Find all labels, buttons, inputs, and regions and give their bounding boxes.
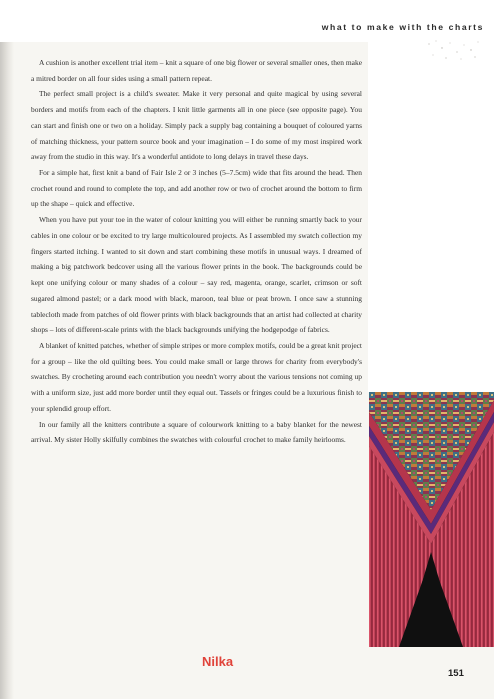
paragraph-simple-hat: For a simple hat, first knit a band of Fair Isle 2 or 3 inches (5–7.5cm) wide that fits around the head. Then crochet round and round to complete the top, and add another row or two of crochet around the bottom to firm up the shape – quick and effective. [31,168,362,209]
running-head: what to make with the charts [321,22,484,32]
page-number: 151 [448,668,464,679]
paragraph-patchwork-bedcover: When you have put your toe in the water of colour knitting you will either be running smartly back to your cables in one colour or be excited to try large multicoloured projects. As I assembled my swatch collection my fingers started itching. I wanted to sit down and start combining these motifs in unusual ways. I dreamed of making a big patchwork bedcover using all the various flower prints in the book. The backgrounds could be kept one unifying colour or many shades of a colour – say red, magenta, orange, scarlet, crimson or soft sugared almond pastel; or a dark mood with black, maroon, teal blue or peat brown. I once saw a stunning tablecloth made from patches of old flower prints with black backgrounds that an artist had collected at charity shops – lots of different-scale prints with the black backgrounds unifying the hodgepodge of fabrics. [31,215,362,335]
paragraph-child-sweater: The perfect small project is a child's sweater. Make it very personal and quite magical by using several borders and motifs from each of the chapters. I knit little garments all in one piece (see opposite page). You can start and finish one or two on a holiday. Simply pack a supply bag containing a bouquet of coloured yarns of matching thickness, your pattern source book and your imagination – I do some of my most inspired work away from the studio in this way. It's a wonderful antidote to long delays in travel these days. [31,89,362,162]
paragraph-knitted-blanket: A blanket of knitted patches, whether of simple stripes or more complex motifs, could be a great knit project for a group – like the old quilting bees. You could make small or large throws for charity from everybody's swatches. By crocheting around each contribution you needn't worry about the various tensions not coming up with a uniform size, just add more border until they equal out. Tassels or fringes could be a luxurious finish to your splendid group effort. [31,340,362,413]
right-margin-panel [368,42,494,392]
paragraph-family-heirlooms: In our family all the knitters contribute a square of colourwork knitting to a baby blanket for the newest arrival. My sister Holly skilfully combines the swatches with colourful crochet to make family heirlooms. [31,419,362,445]
header-band [0,0,494,42]
body-text [31,55,362,448]
nilka-tag: Nilka [202,654,234,669]
knitted-throw-photo [369,392,494,647]
paragraph-cushion: A cushion is another excellent trial item – knit a square of one big flower or several smaller ones, then make a mitred border on all four sides using a small pattern repeat. [31,58,362,83]
print-speckle-decoration [424,38,484,62]
book-spine-shadow [0,0,14,699]
